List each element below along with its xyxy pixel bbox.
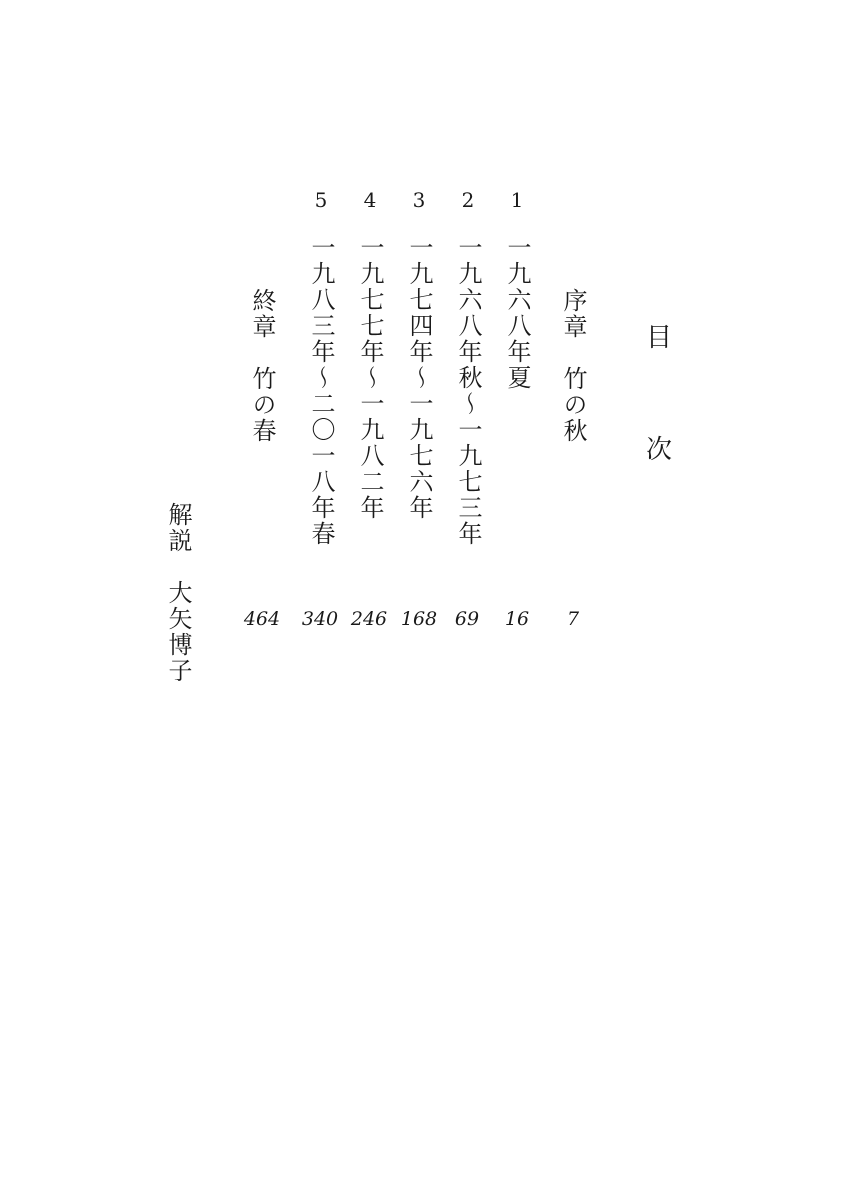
chapter-3-number: 3 xyxy=(412,188,426,212)
epilogue-title[interactable]: 終章 竹の春 xyxy=(248,288,276,444)
chapter-1-page-number: 16 xyxy=(504,608,530,630)
commentary-title[interactable]: 解説 大矢博子 xyxy=(164,502,192,684)
prologue-title[interactable]: 序章 竹の秋 xyxy=(559,288,587,444)
chapter-1-title[interactable]: 一九六八年夏 xyxy=(503,235,531,391)
toc-title-char-2: 次 xyxy=(646,435,673,465)
chapter-4-number: 4 xyxy=(363,188,377,212)
chapter-2-number: 2 xyxy=(461,188,475,212)
epilogue-page-number: 464 xyxy=(243,608,281,630)
chapter-3-title[interactable]: 一九七四年〜一九七六年 xyxy=(405,235,433,521)
toc-title-char-1: 目 xyxy=(646,323,673,353)
prologue-page-number: 7 xyxy=(566,608,580,630)
chapter-5-title[interactable]: 一九八三年〜二〇一八年春 xyxy=(307,235,335,547)
chapter-5-page-number: 340 xyxy=(301,608,339,630)
chapter-4-page-number: 246 xyxy=(350,608,388,630)
chapter-2-title[interactable]: 一九六八年秋〜一九七三年 xyxy=(454,235,482,547)
chapter-3-page-number: 168 xyxy=(400,608,438,630)
chapter-4-title[interactable]: 一九七七年〜一九八二年 xyxy=(356,235,384,521)
chapter-1-number: 1 xyxy=(510,188,524,212)
chapter-2-page-number: 69 xyxy=(454,608,480,630)
chapter-5-number: 5 xyxy=(314,188,328,212)
